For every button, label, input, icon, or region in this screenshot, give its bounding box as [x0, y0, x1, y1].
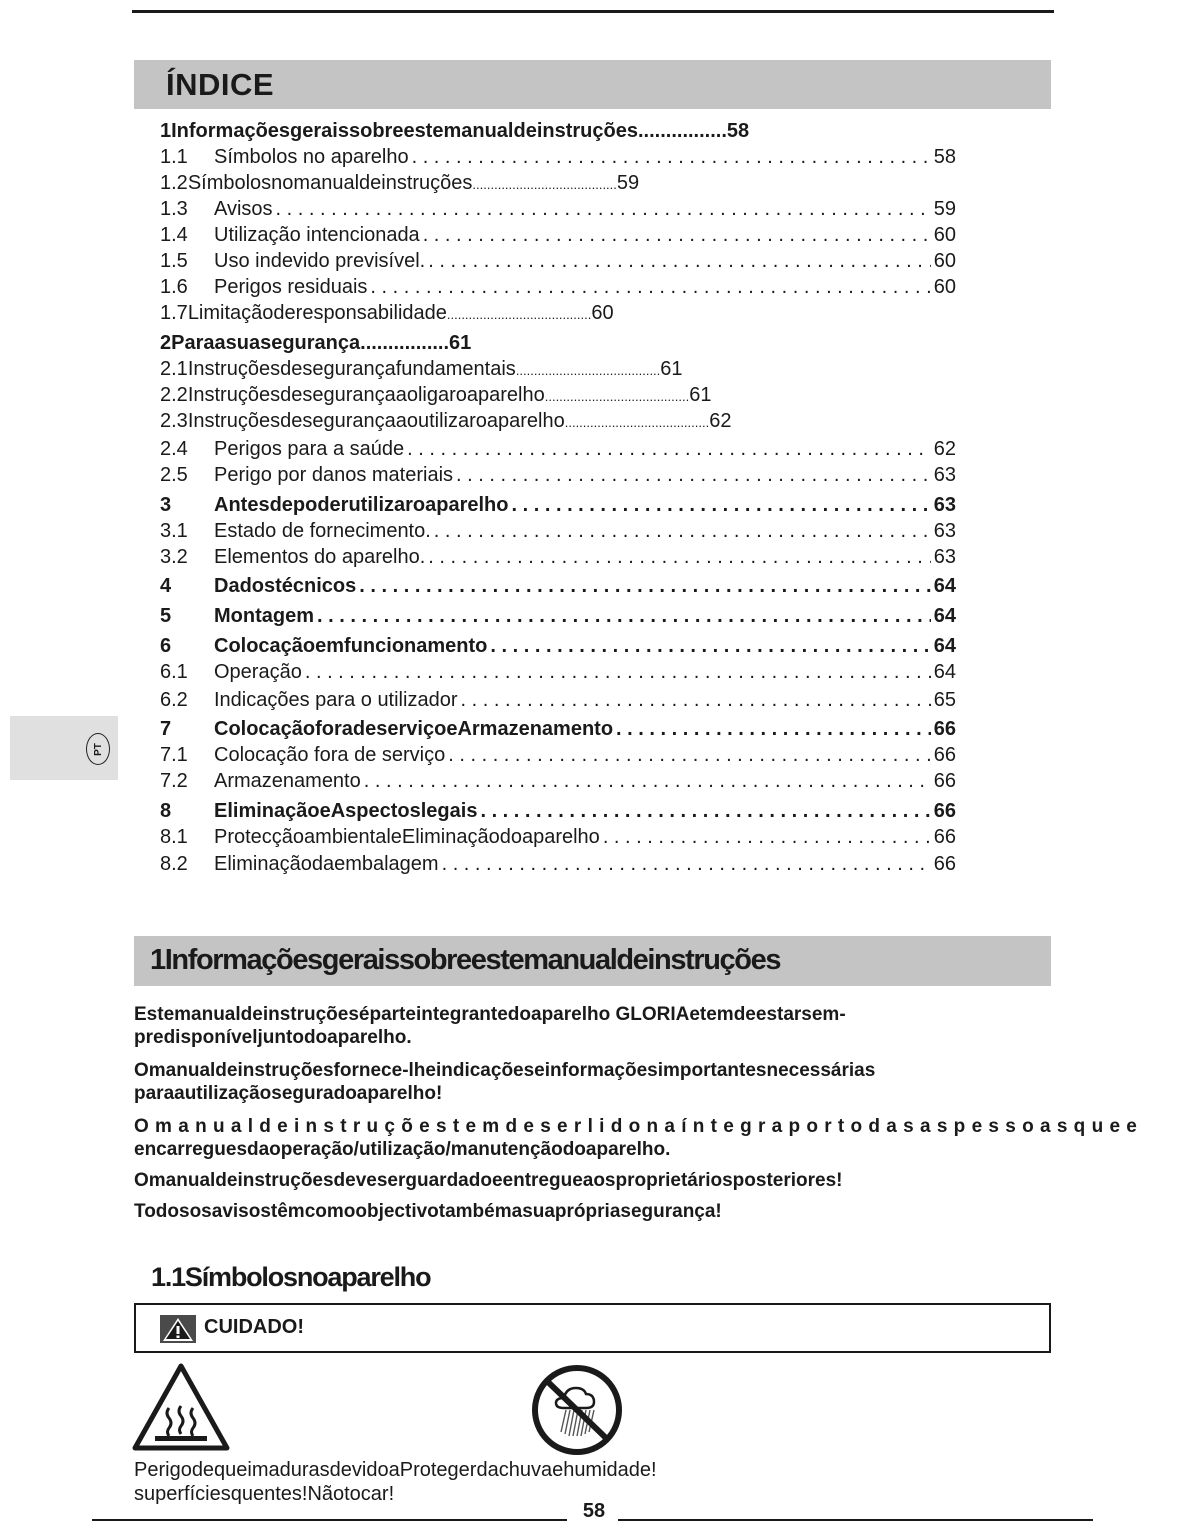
toc-entry-title: Instruçõesdesegurançaaoligaroaparelho [187, 384, 545, 406]
toc-entry[interactable] [160, 659, 956, 685]
toc-entry-title: Uso indevido previsível. [214, 250, 426, 272]
toc-entry-page: 64 [933, 661, 956, 683]
symbol-caption-line2: superfíciesquentes!Nãotocar! [134, 1483, 395, 1505]
toc-entry-page: 66 [933, 800, 956, 822]
toc-entry-page: 61 [449, 332, 472, 354]
toc-leader-dots [490, 633, 930, 659]
toc-entry-page: 63 [933, 494, 956, 516]
toc-leader-dots [616, 716, 931, 742]
toc-entry[interactable] [160, 603, 956, 629]
toc-entry[interactable] [160, 768, 956, 794]
toc-entry-number: 8 [160, 800, 172, 822]
toc-entry-number: 2 [160, 332, 172, 354]
intro-line: encarreguesdaoperação/utilização/manutençãodoaparelho. [134, 1139, 671, 1160]
toc-entry-title: Indicações para o utilizador [214, 689, 458, 711]
intro-line: Todososavisostêmcomoobjectivotambémasuaprópriasegurança! [134, 1201, 722, 1222]
toc-entry-page: 66 [933, 770, 956, 792]
toc-leader-dots [428, 544, 931, 570]
toc-entry[interactable] [160, 248, 956, 274]
toc-entry[interactable] [160, 382, 711, 408]
toc-entry[interactable] [160, 573, 956, 599]
top-rule [132, 10, 1054, 13]
toc-leader-dots [412, 144, 931, 170]
toc-entry[interactable] [160, 462, 956, 488]
toc-entry[interactable] [160, 356, 683, 382]
intro-line: paraautilizaçãoseguradoaparelho! [134, 1083, 443, 1104]
toc-entry-page: 63 [933, 546, 956, 568]
toc-entry-title: Perigos para a saúde [214, 438, 405, 460]
toc-entry-page: 63 [933, 464, 956, 486]
caution-label: CUIDADO! [204, 1316, 304, 1338]
toc-entry-page: 62 [709, 410, 732, 432]
toc-entry-number: 2.3 [160, 410, 188, 432]
toc-entry-title: Colocaçãoemfuncionamento [214, 635, 488, 657]
toc-entry-title: ProtecçãoambientaleEliminaçãodoaparelho [214, 826, 600, 848]
toc-leader-dots: ........................................ [446, 307, 592, 322]
toc-entry[interactable] [160, 742, 956, 768]
toc-leader-dots: ................ [637, 120, 727, 142]
toc-entry[interactable] [160, 196, 956, 222]
toc-entry-title: Instruçõesdesegurançaaoutilizaroaparelho [187, 410, 565, 432]
toc-entry-number: 1.3 [160, 198, 188, 220]
toc-entry[interactable] [160, 144, 956, 170]
toc-entry-number: 2.5 [160, 464, 188, 486]
toc-leader-dots: ................ [360, 332, 450, 354]
toc-entry-page: 60 [933, 276, 956, 298]
toc-leader-dots [460, 687, 930, 713]
toc-entry-page: 66 [933, 853, 956, 875]
toc-entry-title: EliminaçãoeAspectoslegais [214, 800, 478, 822]
toc-entry-page: 66 [933, 744, 956, 766]
toc-entry-title: Eliminaçãodaembalagem [214, 853, 439, 875]
toc-entry-title: Armazenamento [214, 770, 361, 792]
toc-entry-number: 3 [160, 494, 172, 516]
toc-entry[interactable] [160, 170, 639, 196]
section1-heading: 1Informaçõesgeraissobreestemanualdeinstruções [150, 944, 781, 976]
toc-entry[interactable] [160, 824, 956, 850]
toc-entry-page: 64 [933, 575, 956, 597]
toc-entry-number: 4 [160, 575, 172, 597]
toc-entry-title: Perigo por danos materiais [214, 464, 454, 486]
toc-entry[interactable] [160, 851, 956, 877]
toc-entry-page: 59 [933, 198, 956, 220]
toc-entry[interactable] [160, 330, 471, 356]
toc-leader-dots: ........................................ [472, 177, 617, 192]
toc-entry-title: Paraasuasegurança [171, 332, 361, 354]
toc-entry-title: Instruçõesdesegurançafundamentais [187, 358, 516, 380]
toc-entry-page: 60 [933, 250, 956, 272]
toc-entry-number: 7.2 [160, 770, 188, 792]
toc-leader-dots: ........................................ [515, 363, 661, 378]
index-header-band [134, 60, 1051, 109]
language-label: PT [92, 742, 104, 756]
toc-entry-page: 65 [933, 689, 956, 711]
toc-leader-dots [434, 518, 931, 544]
toc-entry-number: 1.1 [160, 146, 188, 168]
toc-entry-title: Utilização intencionada [214, 224, 420, 246]
intro-line: predisponíveljuntodoaparelho. [134, 1027, 412, 1048]
toc-entry[interactable] [160, 716, 956, 742]
caution-box [134, 1303, 1051, 1353]
toc-leader-dots [317, 603, 931, 629]
toc-entry-number: 1 [160, 120, 172, 142]
toc-entry-title: Avisos [214, 198, 273, 220]
symbol-caption-line1: PerigodequeimadurasdevidoaProtegerdachuvaehumidade! [134, 1459, 657, 1481]
toc-entry-page: 60 [933, 224, 956, 246]
toc-entry-page: 61 [660, 358, 683, 380]
toc-entry-page: 66 [933, 826, 956, 848]
index-title: ÍNDICE [166, 67, 275, 102]
toc-entry[interactable] [160, 408, 731, 434]
toc-entry-page: 63 [933, 520, 956, 542]
toc-entry-number: 1.2 [160, 172, 188, 194]
language-badge [86, 733, 110, 765]
toc-entry[interactable] [160, 798, 956, 824]
toc-leader-dots [364, 768, 931, 794]
toc-entry-title: Antesdepoderutilizaroaparelho [214, 494, 509, 516]
toc-leader-dots: ........................................ [544, 389, 690, 404]
toc-entry[interactable] [160, 118, 749, 144]
toc-entry-number: 2.2 [160, 384, 188, 406]
toc-entry-number: 7.1 [160, 744, 188, 766]
toc-entry-page: 64 [933, 635, 956, 657]
toc-leader-dots [276, 196, 931, 222]
toc-entry-page: 58 [726, 120, 750, 142]
toc-leader-dots [428, 248, 931, 274]
intro-line: Estemanualdeinstruçõeséparteintegrantedoaparelho GLORIAetemdeestarsem- [134, 1004, 846, 1025]
toc-leader-dots [512, 492, 931, 518]
intro-line: O m a n u a l d e i n s t r u ç õ e s t e m d e s e r l i d o n a í n t e g r a p o r t o d a s a s p e s s o a s q u e e [134, 1116, 1138, 1137]
toc-entry-number: 1.5 [160, 250, 188, 272]
toc-leader-dots: ........................................ [564, 415, 710, 430]
no-rain-icon [530, 1364, 624, 1456]
toc-leader-dots [480, 798, 930, 824]
intro-line: Omanualdeinstruçõesdeveserguardadoeentregueaosproprietáriosposteriores! [134, 1170, 843, 1191]
toc-leader-dots [442, 851, 931, 877]
toc-entry-page: 64 [933, 605, 956, 627]
toc-entry-number: 8.2 [160, 853, 188, 875]
toc-leader-dots [359, 573, 930, 599]
warning-triangle-icon [160, 1315, 196, 1343]
toc-entry-number: 7 [160, 718, 172, 740]
toc-entry-page: 59 [616, 172, 640, 194]
toc-entry-number: 2.1 [160, 358, 188, 380]
toc-entry[interactable] [160, 687, 956, 713]
section1-header-band [134, 936, 1051, 986]
toc-leader-dots [448, 742, 931, 768]
toc-entry[interactable] [160, 274, 956, 300]
toc-entry[interactable] [160, 633, 956, 659]
toc-leader-dots [423, 222, 931, 248]
toc-leader-dots [456, 462, 931, 488]
hot-surface-warning-icon [131, 1362, 231, 1452]
toc-entry-title: Colocação fora de serviço [214, 744, 446, 766]
toc-entry-title: Elementos do aparelho. [214, 546, 426, 568]
toc-entry-number: 2.4 [160, 438, 188, 460]
toc-entry-number: 3.2 [160, 546, 188, 568]
toc-entry-page: 61 [689, 384, 712, 406]
toc-entry[interactable] [160, 518, 956, 544]
toc-entry[interactable] [160, 492, 956, 518]
toc-entry-number: 5 [160, 605, 172, 627]
toc-entry-number: 1.6 [160, 276, 188, 298]
toc-entry[interactable] [160, 300, 614, 326]
toc-entry-number: 6 [160, 635, 172, 657]
toc-entry[interactable] [160, 436, 956, 462]
toc-entry-title: Símbolosnomanualdeinstruções [187, 172, 473, 194]
toc-entry[interactable] [160, 222, 956, 248]
toc-entry-title: ColocaçãoforadeserviçoeArmazenamento [214, 718, 614, 740]
toc-leader-dots [305, 659, 931, 685]
toc-entry-number: 1.7 [160, 302, 188, 324]
toc-entry-title: Montagem [214, 605, 314, 627]
footer-rule-right [618, 1519, 1093, 1521]
toc-entry-number: 6.1 [160, 661, 188, 683]
toc-entry-number: 6.2 [160, 689, 188, 711]
toc-entry-page: 60 [591, 302, 614, 324]
toc-entry-title: Estado de fornecimento. [214, 520, 431, 542]
toc-entry-number: 1.4 [160, 224, 188, 246]
toc-entry-page: 58 [933, 146, 956, 168]
toc-entry-title: Dadostécnicos [214, 575, 357, 597]
toc-entry-number: 8.1 [160, 826, 188, 848]
toc-entry-number: 3.1 [160, 520, 188, 542]
toc-leader-dots [407, 436, 931, 462]
toc-entry-title: Operação [214, 661, 302, 683]
toc-entry-title: Limitaçãoderesponsabilidade [187, 302, 447, 324]
toc-entry-title: Perigos residuais [214, 276, 368, 298]
subsection-heading: 1.1Símbolosnoaparelho [151, 1262, 431, 1292]
toc-entry[interactable] [160, 544, 956, 570]
toc-leader-dots [603, 824, 931, 850]
toc-entry-page: 66 [933, 718, 956, 740]
page-number: 58 [582, 1500, 606, 1522]
toc-entry-title: Informaçõesgeraissobreestemanualdeinstruções [171, 120, 638, 142]
toc-entry-page: 62 [933, 438, 956, 460]
toc-leader-dots [370, 274, 930, 300]
toc-entry-title: Símbolos no aparelho [214, 146, 409, 168]
intro-line: Omanualdeinstruçõesfornece-lheindicaçõeseinformaçõesimportantesnecessárias [134, 1060, 876, 1081]
footer-rule-left [92, 1519, 567, 1521]
